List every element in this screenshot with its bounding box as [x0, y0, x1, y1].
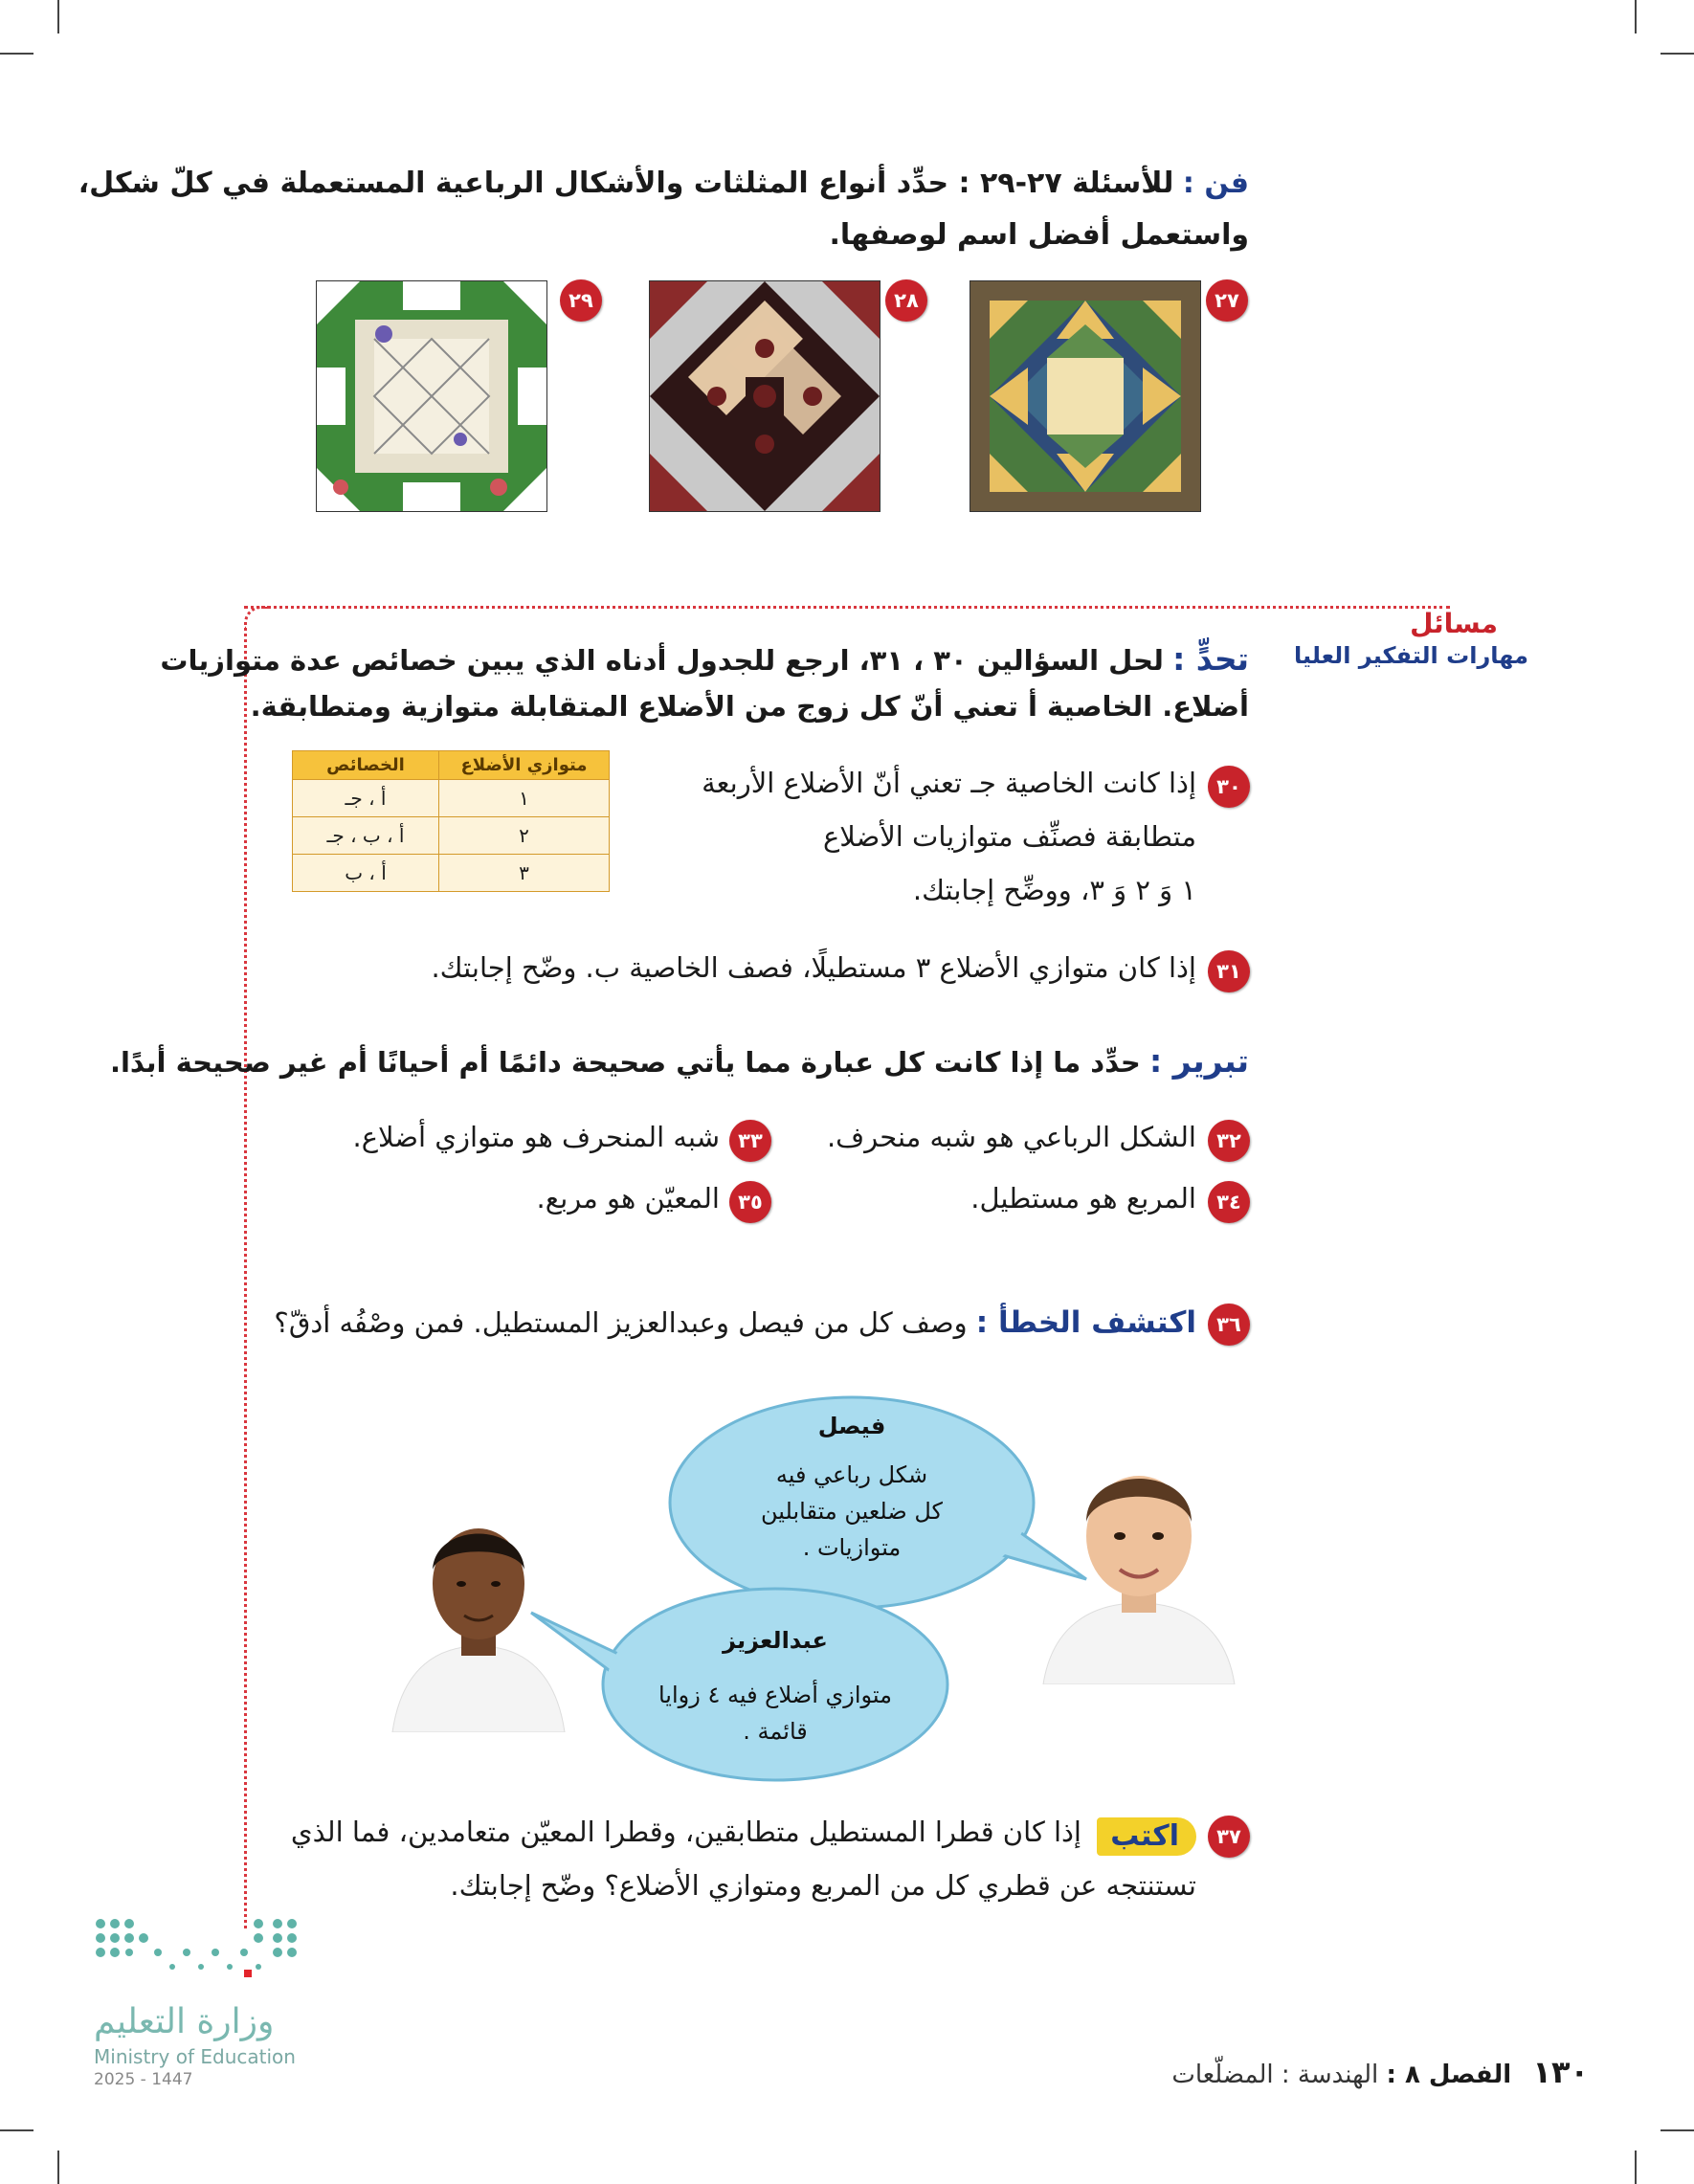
faisal-photo [1038, 1440, 1239, 1684]
section-title: مسائل [1410, 608, 1498, 639]
question-number-36: ٣٦ [1208, 1304, 1250, 1346]
quilt-28-image [649, 280, 880, 512]
write-label-badge: اكتب [1097, 1817, 1196, 1856]
section-subtitle: مهارات التفكير العليا [1294, 642, 1528, 669]
page-number: ١٣٠ [1532, 2054, 1589, 2090]
faisal-name: فيصل [817, 1413, 886, 1439]
footer [1171, 2053, 1589, 2093]
reasoning-label: تبرير : [1149, 1042, 1249, 1080]
crop-mark [0, 53, 33, 55]
q30-line-3: ١ وَ ٢ وَ ٣، ووضِّح إجابتك. [912, 874, 1196, 906]
crop-mark [1661, 2129, 1694, 2131]
abdulaziz-name: عبدالعزيز [723, 1627, 828, 1654]
faisal-line-1: شكل رباعي فيه [775, 1461, 928, 1488]
table-row: ٣ أ ، ب [293, 855, 610, 892]
ministry-name-arabic: وزارة التعليم [94, 2002, 275, 2041]
reasoning-line: تبرير : حدِّد ما إذا كانت كل عبارة مما يأتي صحيحة دائمًا أم أحيانًا أم غير صحيحة أبدًا. [109, 1042, 1249, 1080]
question-number-37: ٣٧ [1208, 1816, 1250, 1858]
crop-mark [0, 2129, 33, 2131]
q36-label: اكتشف الخطأ : [975, 1305, 1196, 1340]
intro-label: فن : [1182, 167, 1249, 200]
challenge-label: تحدٍّ : [1172, 640, 1249, 678]
q36-line: اكتشف الخطأ : وصف كل من فيصل وعبدالعزيز المستطيل. فمن وصْفُه أدقّ؟ [274, 1305, 1196, 1340]
crop-mark [1635, 0, 1637, 33]
quilt-29-image [316, 280, 547, 512]
ministry-years: 2025 - 1447 [94, 2070, 193, 2089]
crop-mark [57, 0, 59, 33]
question-number-28: ٢٨ [885, 279, 927, 322]
q32-text: الشكل الرباعي هو شبه منحرف. [826, 1121, 1196, 1153]
intro-line-1: فن : للأسئلة ٢٧-٢٩ : حدِّد أنواع المثلثات والأشكال الرباعية المستعملة في كلّ شكل، [78, 167, 1249, 200]
challenge-line-1: تحدٍّ : لحل السؤالين ٣٠ ، ٣١، ارجع للجدول أدناه الذي يبين خصائص عدة متوازيات [160, 640, 1249, 678]
question-number-30: ٣٠ [1208, 766, 1250, 808]
abdulaziz-line-1: متوازي أضلاع فيه ٤ زوايا [658, 1682, 893, 1708]
table-header: الخصائص [293, 751, 439, 780]
ministry-logo-icon [91, 1914, 301, 2010]
q30-line-1: إذا كانت الخاصية جـ تعني أنّ الأضلاع الأربعة [702, 767, 1196, 799]
faisal-line-3: متوازيات . [802, 1534, 902, 1561]
q37-line-2: تستنتجه عن قطري كل من المربع ومتوازي الأضلاع؟ وضّح إجابتك. [450, 1869, 1196, 1902]
question-number-31: ٣١ [1208, 950, 1250, 992]
crop-mark [1635, 2151, 1637, 2184]
section-corner [244, 606, 268, 630]
abdulaziz-line-2: قائمة . [743, 1718, 808, 1745]
challenge-line-2: أضلاع. الخاصية أ تعني أنّ كل زوج من الأضلاع المتقابلة متوازية ومتطابقة. [250, 690, 1249, 723]
question-number-29: ٢٩ [560, 279, 602, 322]
quilt-27-image [970, 280, 1201, 512]
chapter-title: الهندسة : المضلّعات [1171, 2061, 1379, 2089]
faisal-line-2: كل ضلعين متقابلين [761, 1498, 943, 1525]
question-number-32: ٣٢ [1208, 1120, 1250, 1162]
intro-line-2: واستعمل أفضل اسم لوصفها. [829, 218, 1249, 252]
question-number-34: ٣٤ [1208, 1181, 1250, 1223]
section-margin-line [244, 622, 247, 1928]
crop-mark [1661, 53, 1694, 55]
q31-text: إذا كان متوازي الأضلاع ٣ مستطيلًا، فصف الخاصية ب. وضّح إجابتك. [431, 951, 1196, 984]
table-row: ٢ أ ، ب ، جـ [293, 817, 610, 855]
ministry-name-english: Ministry of Education [94, 2045, 296, 2068]
question-number-33: ٣٣ [729, 1120, 771, 1162]
chapter-label: الفصل ٨ : [1386, 2061, 1512, 2089]
question-number-27: ٢٧ [1206, 279, 1248, 322]
q34-text: المربع هو مستطيل. [970, 1182, 1196, 1215]
q30-line-2: متطابقة فصنِّف متوازيات الأضلاع [823, 820, 1196, 853]
q33-text: شبه المنحرف هو متوازي أضلاع. [352, 1121, 720, 1153]
table-header: متوازي الأضلاع [439, 751, 610, 780]
question-number-35: ٣٥ [729, 1181, 771, 1223]
abdulaziz-photo [383, 1493, 574, 1732]
table-row: ١ أ ، جـ [293, 780, 610, 817]
q35-text: المعيّن هو مربع. [536, 1182, 720, 1215]
q37-line-1: إذا كان قطرا المستطيل متطابقين، وقطرا المعيّن متعامدين، فما الذي [290, 1816, 1081, 1848]
section-divider [244, 606, 1450, 609]
crop-mark [57, 2151, 59, 2184]
properties-table [292, 750, 610, 892]
